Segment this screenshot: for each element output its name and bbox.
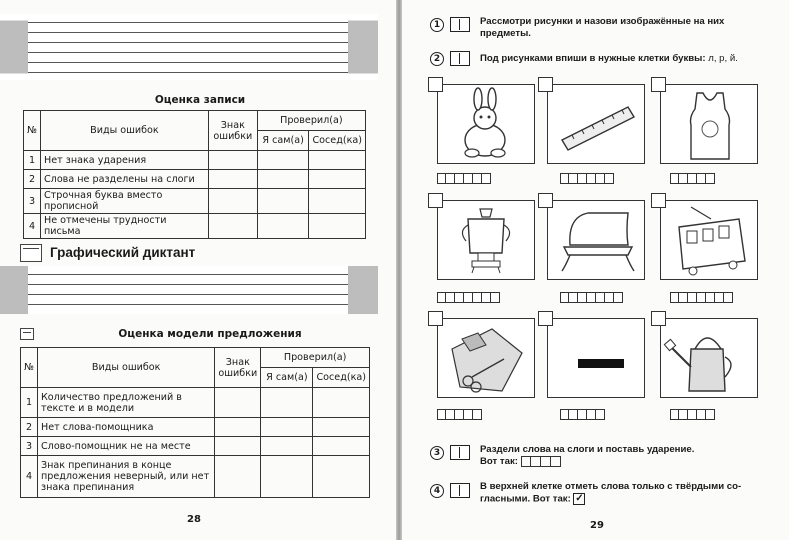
line-dash-icon bbox=[548, 319, 646, 399]
sign-cell[interactable] bbox=[208, 214, 257, 239]
tank-top-icon bbox=[661, 85, 759, 165]
row-num: 1 bbox=[24, 151, 41, 170]
picture-tram bbox=[660, 200, 758, 280]
col-num-header: № bbox=[21, 348, 38, 388]
table-row bbox=[21, 418, 370, 437]
col-errors-header: Виды ошибок bbox=[40, 111, 208, 151]
col-sign-header: Знак ошибки bbox=[215, 348, 261, 388]
col-neighbor-header: Сосед(ка) bbox=[309, 131, 366, 151]
task-example-row bbox=[480, 456, 780, 468]
row-text: Количество предложений в тексте и в модели bbox=[37, 388, 214, 418]
model-table bbox=[20, 347, 370, 498]
middle-ruled-band bbox=[0, 266, 378, 314]
picture-fabric bbox=[437, 318, 535, 398]
answer-cells[interactable] bbox=[560, 173, 614, 184]
self-cell[interactable] bbox=[257, 170, 309, 189]
neighbor-cell[interactable] bbox=[309, 170, 366, 189]
neighbor-cell[interactable] bbox=[313, 437, 370, 456]
neighbor-cell[interactable] bbox=[309, 189, 366, 214]
sign-cell[interactable] bbox=[215, 388, 261, 418]
page-number: 29 bbox=[590, 520, 604, 531]
ruler-icon bbox=[548, 85, 646, 165]
col-sign-header: Знак ошибки bbox=[208, 111, 257, 151]
row-num: 3 bbox=[21, 437, 38, 456]
self-cell[interactable] bbox=[261, 437, 313, 456]
col-errors-header: Виды ошибок bbox=[37, 348, 214, 388]
sign-cell[interactable] bbox=[215, 456, 261, 498]
neighbor-cell[interactable] bbox=[309, 151, 366, 170]
row-num: 2 bbox=[24, 170, 41, 189]
row-text: Слова не разделены на слоги bbox=[40, 170, 208, 189]
row-num: 3 bbox=[24, 189, 41, 214]
self-cell[interactable] bbox=[261, 456, 313, 498]
col-self-header: Я сам(а) bbox=[261, 368, 313, 388]
check-icon: ✓ bbox=[575, 493, 584, 504]
self-cell[interactable] bbox=[257, 151, 309, 170]
picture-bench bbox=[547, 200, 645, 280]
col-neighbor-header: Сосед(ка) bbox=[313, 368, 370, 388]
table-row bbox=[24, 170, 366, 189]
table-row bbox=[24, 151, 366, 170]
picture-tank-top bbox=[660, 84, 758, 164]
book-icon bbox=[450, 17, 470, 32]
sign-cell[interactable] bbox=[208, 151, 257, 170]
picture-samovar bbox=[437, 200, 535, 280]
task-example-label: гласными. Вот так: bbox=[480, 493, 571, 505]
graphic-dictation-heading: Графический диктант bbox=[50, 245, 196, 260]
task-number: 2 bbox=[430, 52, 444, 66]
sign-cell[interactable] bbox=[208, 170, 257, 189]
col-self-header: Я сам(а) bbox=[257, 131, 309, 151]
self-cell[interactable] bbox=[257, 214, 309, 239]
table-row bbox=[24, 214, 366, 239]
book-icon bbox=[450, 51, 470, 66]
task-text bbox=[480, 444, 780, 468]
task-text: Рассмотри рисунки и назови изображённые на них предметы. bbox=[480, 16, 725, 39]
task-instruction: В верхней клетке отметь слова только с твёрдыми со- bbox=[480, 481, 742, 492]
book-icon bbox=[450, 483, 470, 498]
bench-icon bbox=[548, 201, 646, 281]
book-icon bbox=[450, 445, 470, 460]
rabbit-icon bbox=[438, 85, 536, 165]
row-text: Слово-помощник не на месте bbox=[37, 437, 214, 456]
syllable-example bbox=[521, 456, 561, 467]
row-num: 4 bbox=[21, 456, 38, 498]
task-number: 3 bbox=[430, 446, 444, 460]
tram-icon bbox=[661, 201, 759, 281]
task-text bbox=[480, 53, 780, 65]
answer-cells[interactable] bbox=[560, 409, 605, 420]
answer-cells[interactable] bbox=[437, 292, 500, 303]
neighbor-cell[interactable] bbox=[313, 388, 370, 418]
notebook-icon bbox=[20, 244, 42, 262]
sign-cell[interactable] bbox=[215, 437, 261, 456]
page-number: 28 bbox=[187, 514, 201, 525]
answer-cells[interactable] bbox=[670, 409, 715, 420]
table-row bbox=[24, 189, 366, 214]
answer-cells[interactable] bbox=[437, 409, 482, 420]
neighbor-cell[interactable] bbox=[313, 418, 370, 437]
task-example-label: Вот так: bbox=[480, 456, 518, 468]
table-row bbox=[21, 388, 370, 418]
answer-cells[interactable] bbox=[560, 292, 623, 303]
task-text bbox=[480, 481, 780, 506]
task-instruction: Под рисунками впиши в нужные клетки буквы: bbox=[480, 53, 706, 64]
picture-ruler bbox=[547, 84, 645, 164]
table-row bbox=[21, 437, 370, 456]
row-num: 2 bbox=[21, 418, 38, 437]
sign-cell[interactable] bbox=[215, 418, 261, 437]
answer-cells[interactable] bbox=[670, 173, 715, 184]
row-text: Не отмечены трудности письма bbox=[40, 214, 208, 239]
top-ruled-band bbox=[0, 14, 378, 80]
fabric-scissors-icon bbox=[438, 319, 536, 399]
task-letters: л, р, й. bbox=[708, 53, 738, 64]
row-text: Знак препинания в конце предложения неверный, или нет знака препинания bbox=[37, 456, 214, 498]
self-cell[interactable] bbox=[261, 388, 313, 418]
task-number: 4 bbox=[430, 484, 444, 498]
task-instruction: Раздели слова на слоги и поставь ударение. bbox=[480, 444, 695, 455]
row-num: 1 bbox=[21, 388, 38, 418]
assessment-table bbox=[23, 110, 366, 239]
task-instruction-cont bbox=[480, 493, 780, 506]
row-text: Нет слова-помощника bbox=[37, 418, 214, 437]
self-cell[interactable] bbox=[257, 189, 309, 214]
picture-watering-can bbox=[660, 318, 758, 398]
right-page bbox=[402, 0, 789, 540]
task-number: 1 bbox=[430, 18, 444, 32]
assessment-title: Оценка записи bbox=[154, 94, 246, 106]
self-cell[interactable] bbox=[261, 418, 313, 437]
watering-can-icon bbox=[661, 319, 759, 399]
samovar-icon bbox=[438, 201, 536, 281]
col-checked-header: Проверил(а) bbox=[257, 111, 365, 131]
row-text: Нет знака ударения bbox=[40, 151, 208, 170]
picture-line bbox=[547, 318, 645, 398]
sign-cell[interactable] bbox=[208, 189, 257, 214]
answer-cells[interactable] bbox=[670, 292, 733, 303]
neighbor-cell[interactable] bbox=[313, 456, 370, 498]
table-row bbox=[21, 456, 370, 498]
row-text: Строчная буква вместо прописной bbox=[40, 189, 208, 214]
col-checked-header: Проверил(а) bbox=[261, 348, 370, 368]
col-num-header: № bbox=[24, 111, 41, 151]
picture-rabbit bbox=[437, 84, 535, 164]
model-title: Оценка модели предложения bbox=[118, 328, 302, 340]
row-num: 4 bbox=[24, 214, 41, 239]
neighbor-cell[interactable] bbox=[309, 214, 366, 239]
answer-cells[interactable] bbox=[437, 173, 491, 184]
